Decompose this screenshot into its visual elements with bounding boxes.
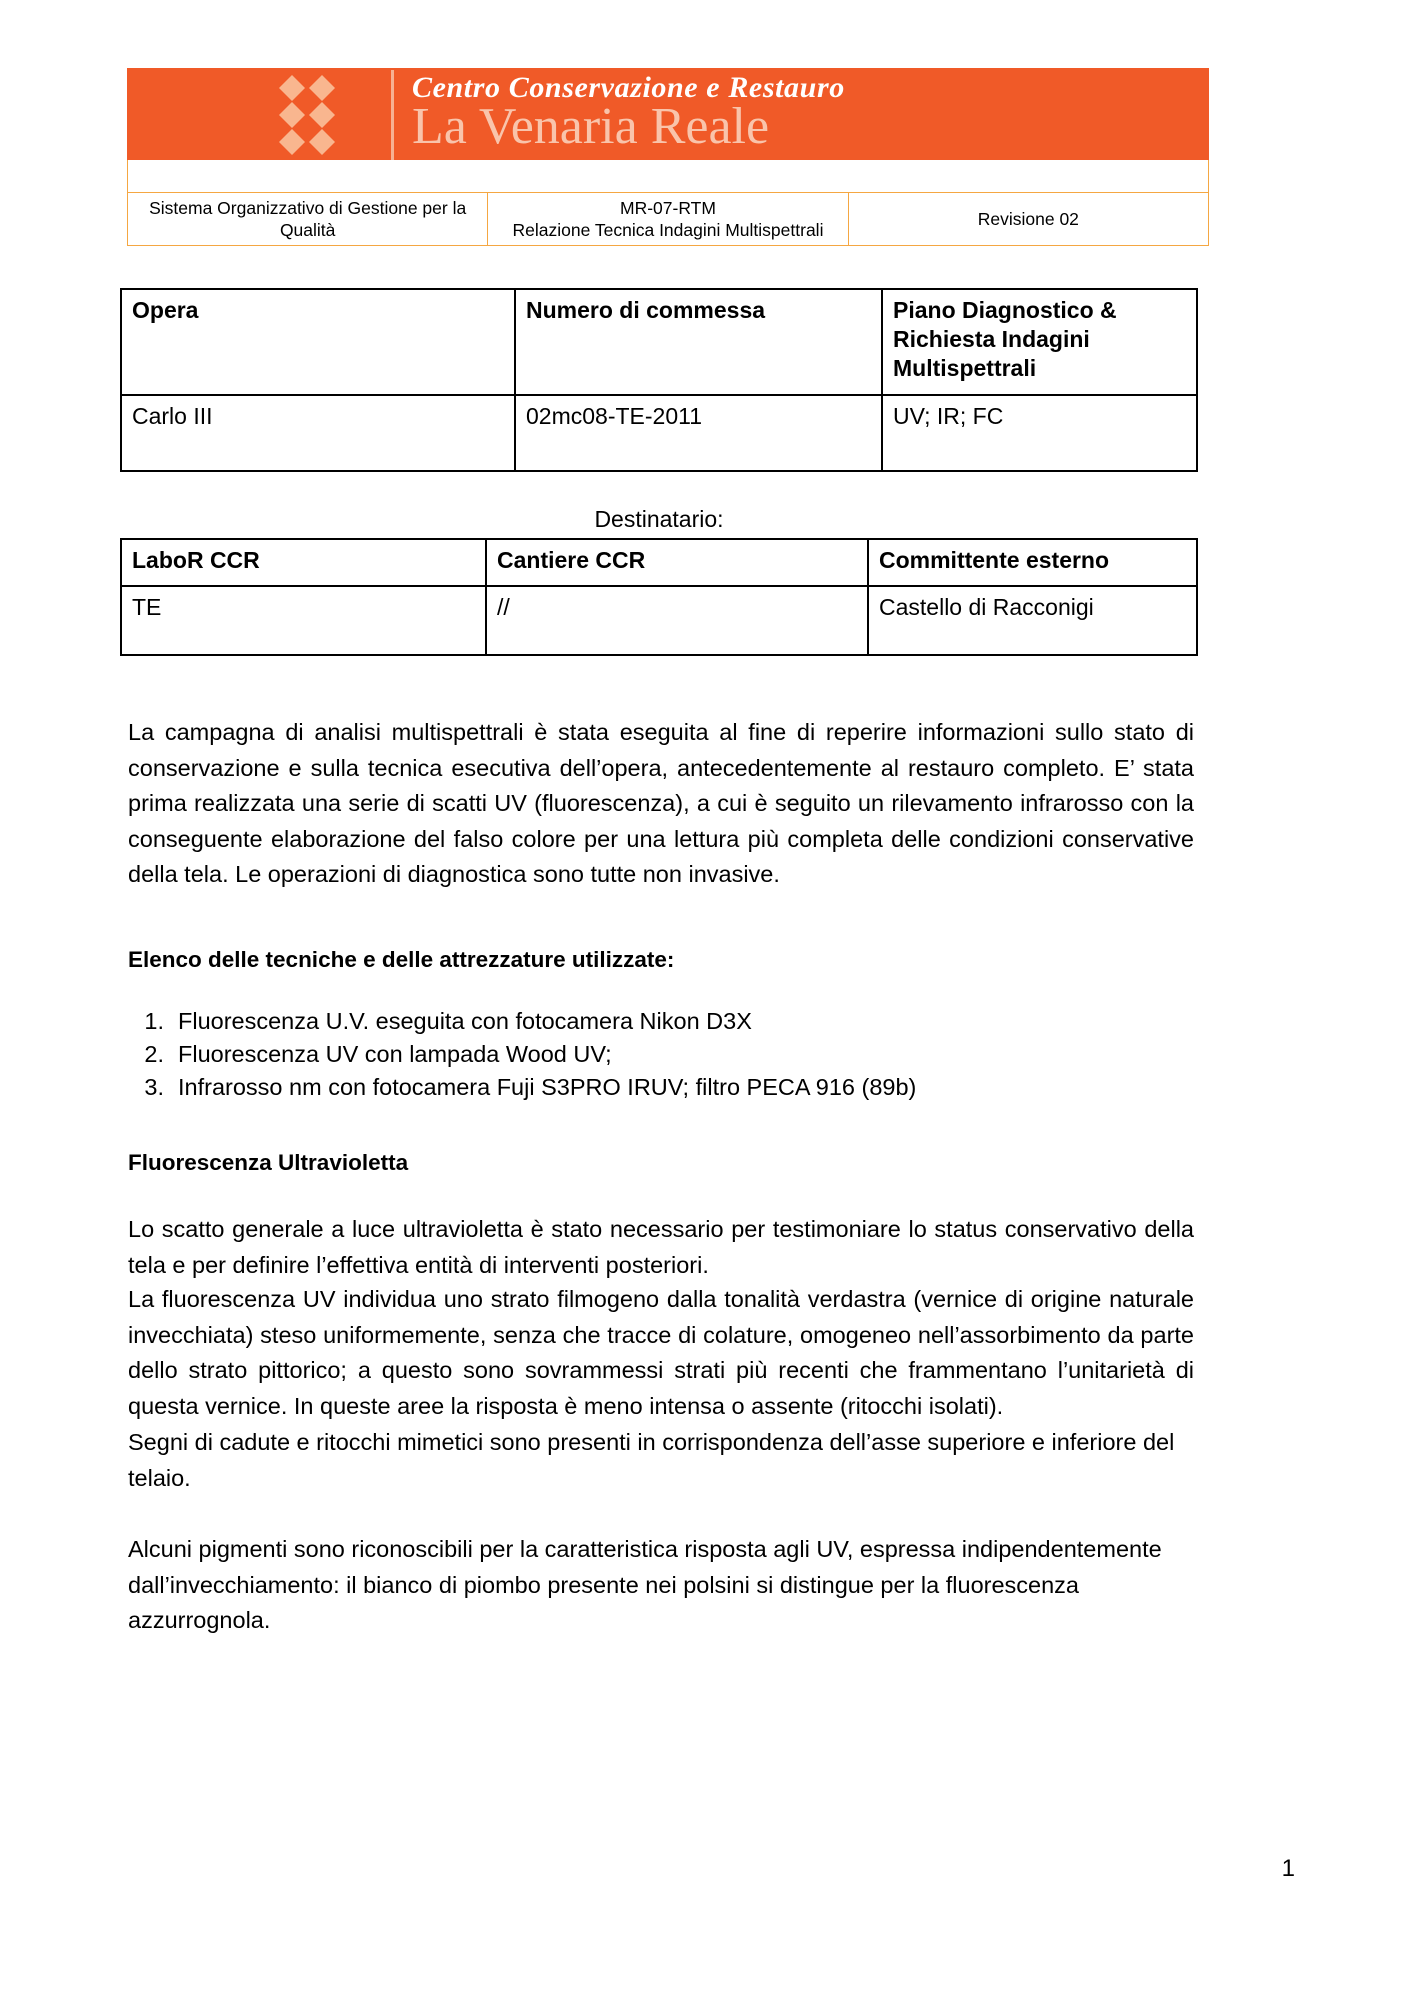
destinatario-header-row [121,539,1197,586]
list-item-label: Infrarosso nm con fotocamera Fuji S3PRO IRUV; filtro PECA 916 (89b) [178,1074,917,1100]
uv-paragraph-1: Lo scatto generale a luce ultravioletta è stato necessario per testimoniare lo status conservativo della tela e per definire l’effettiva entità di interventi posteriori. [128,1216,1194,1278]
list-item-label: Fluorescenza UV con lampada Wood UV; [178,1041,612,1067]
destinatario-data-row [121,586,1197,655]
document-header-table [127,160,1209,246]
opera-header-piano [882,289,1197,395]
header-doc-code: MR-07-RTM [620,198,716,218]
list-item [128,1005,1194,1038]
header-revision-cell: Revisione 02 [848,193,1208,246]
header-info-row [128,193,1209,246]
header-spacer-cell [128,160,1209,193]
opera-header-piano-line1: Piano Diagnostico & [893,297,1117,323]
letterhead-subtitle: La Venaria Reale [412,98,770,155]
uv-paragraph-4: Alcuni pigmenti sono riconoscibili per la caratteristica risposta agli UV, espressa indipendentemente dall’invecchiamento: il bianco di piombo presente nei polsini si distingue per la fluorescenza azzurrognola. [128,1536,1162,1633]
opera-data-row [121,395,1197,471]
opera-header-row [121,289,1197,395]
list-item-number: 3. [144,1074,164,1100]
diamond-grid-icon [277,75,367,155]
uv-section-heading: Fluorescenza Ultravioletta [128,1150,409,1175]
intro-paragraph: La campagna di analisi multispettrali è stata eseguita al fine di reperire informazioni sullo stato di conservazione e sulla tecnica esecutiva dell’opera, antecedentemente al restauro completo. E’ stata prima realizzata una serie di scatti UV (fluorescenza), a cui è seguito un rilevamento infrarosso con la conseguente elaborazione del falso colore per una lettura più completa delle condizioni conservative della tela. Le operazioni di diagnostica sono tutte non invasive. [128,719,1194,887]
opera-header-piano-line3: Multispettrali [893,355,1037,381]
destinatario-value-labor: TE [121,586,486,655]
header-system-cell: Sistema Organizzativo di Gestione per la Qualità [128,193,488,246]
opera-value-piano: UV; IR; FC [882,395,1197,471]
opera-table [120,288,1198,472]
list-item-number: 2. [144,1041,164,1067]
destinatario-value-cantiere: // [486,586,868,655]
letterhead-title: Centro Conservazione e Restauro [412,71,845,104]
letterhead-banner [127,68,1209,160]
destinatario-label: Destinatario: [594,506,724,532]
list-item [128,1038,1194,1071]
list-item-number: 1. [144,1008,164,1034]
destinatario-header-labor: LaboR CCR [121,539,486,586]
header-doc-cell [488,193,848,246]
destinatario-table [120,538,1198,656]
opera-header-piano-line2: Richiesta Indagini [893,326,1090,352]
opera-header-opera: Opera [121,289,515,395]
page-number: 1 [1281,1855,1295,1882]
destinatario-header-cantiere: Cantiere CCR [486,539,868,586]
uv-paragraph-2: La fluorescenza UV individua uno strato filmogeno dalla tonalità verdastra (vernice di origine naturale invecchiata) steso uniformemente, senza che tracce di colature, omogeneo nell’assorbimento da parte dello strato pittorico; a questo sono sovrammessi strati più recenti che frammentano l’unitarietà di questa vernice. In queste aree la risposta è meno intensa o assente (ritocchi isolati). [128,1286,1194,1419]
techniques-heading: Elenco delle tecniche e delle attrezzature utilizzate: [128,947,675,972]
letterhead-titles [412,70,1199,154]
list-item-label: Fluorescenza U.V. eseguita con fotocamera Nikon D3X [178,1008,752,1034]
destinatario-value-committente: Castello di Racconigi [868,586,1197,655]
opera-header-commessa: Numero di commessa [515,289,882,395]
opera-value-commessa: 02mc08-TE-2011 [515,395,882,471]
uv-paragraph-3: Segni di cadute e ritocchi mimetici sono presenti in corrispondenza dell’asse superiore e inferiore del telaio. [128,1429,1175,1491]
header-spacer-row [128,160,1209,193]
techniques-list [128,1005,1194,1104]
list-item [128,1071,1194,1104]
letterhead-divider [391,70,394,160]
destinatario-header-committente: Committente esterno [868,539,1197,586]
opera-value-opera: Carlo III [121,395,515,471]
header-doc-title: Relazione Tecnica Indagini Multispettrali [512,220,824,240]
